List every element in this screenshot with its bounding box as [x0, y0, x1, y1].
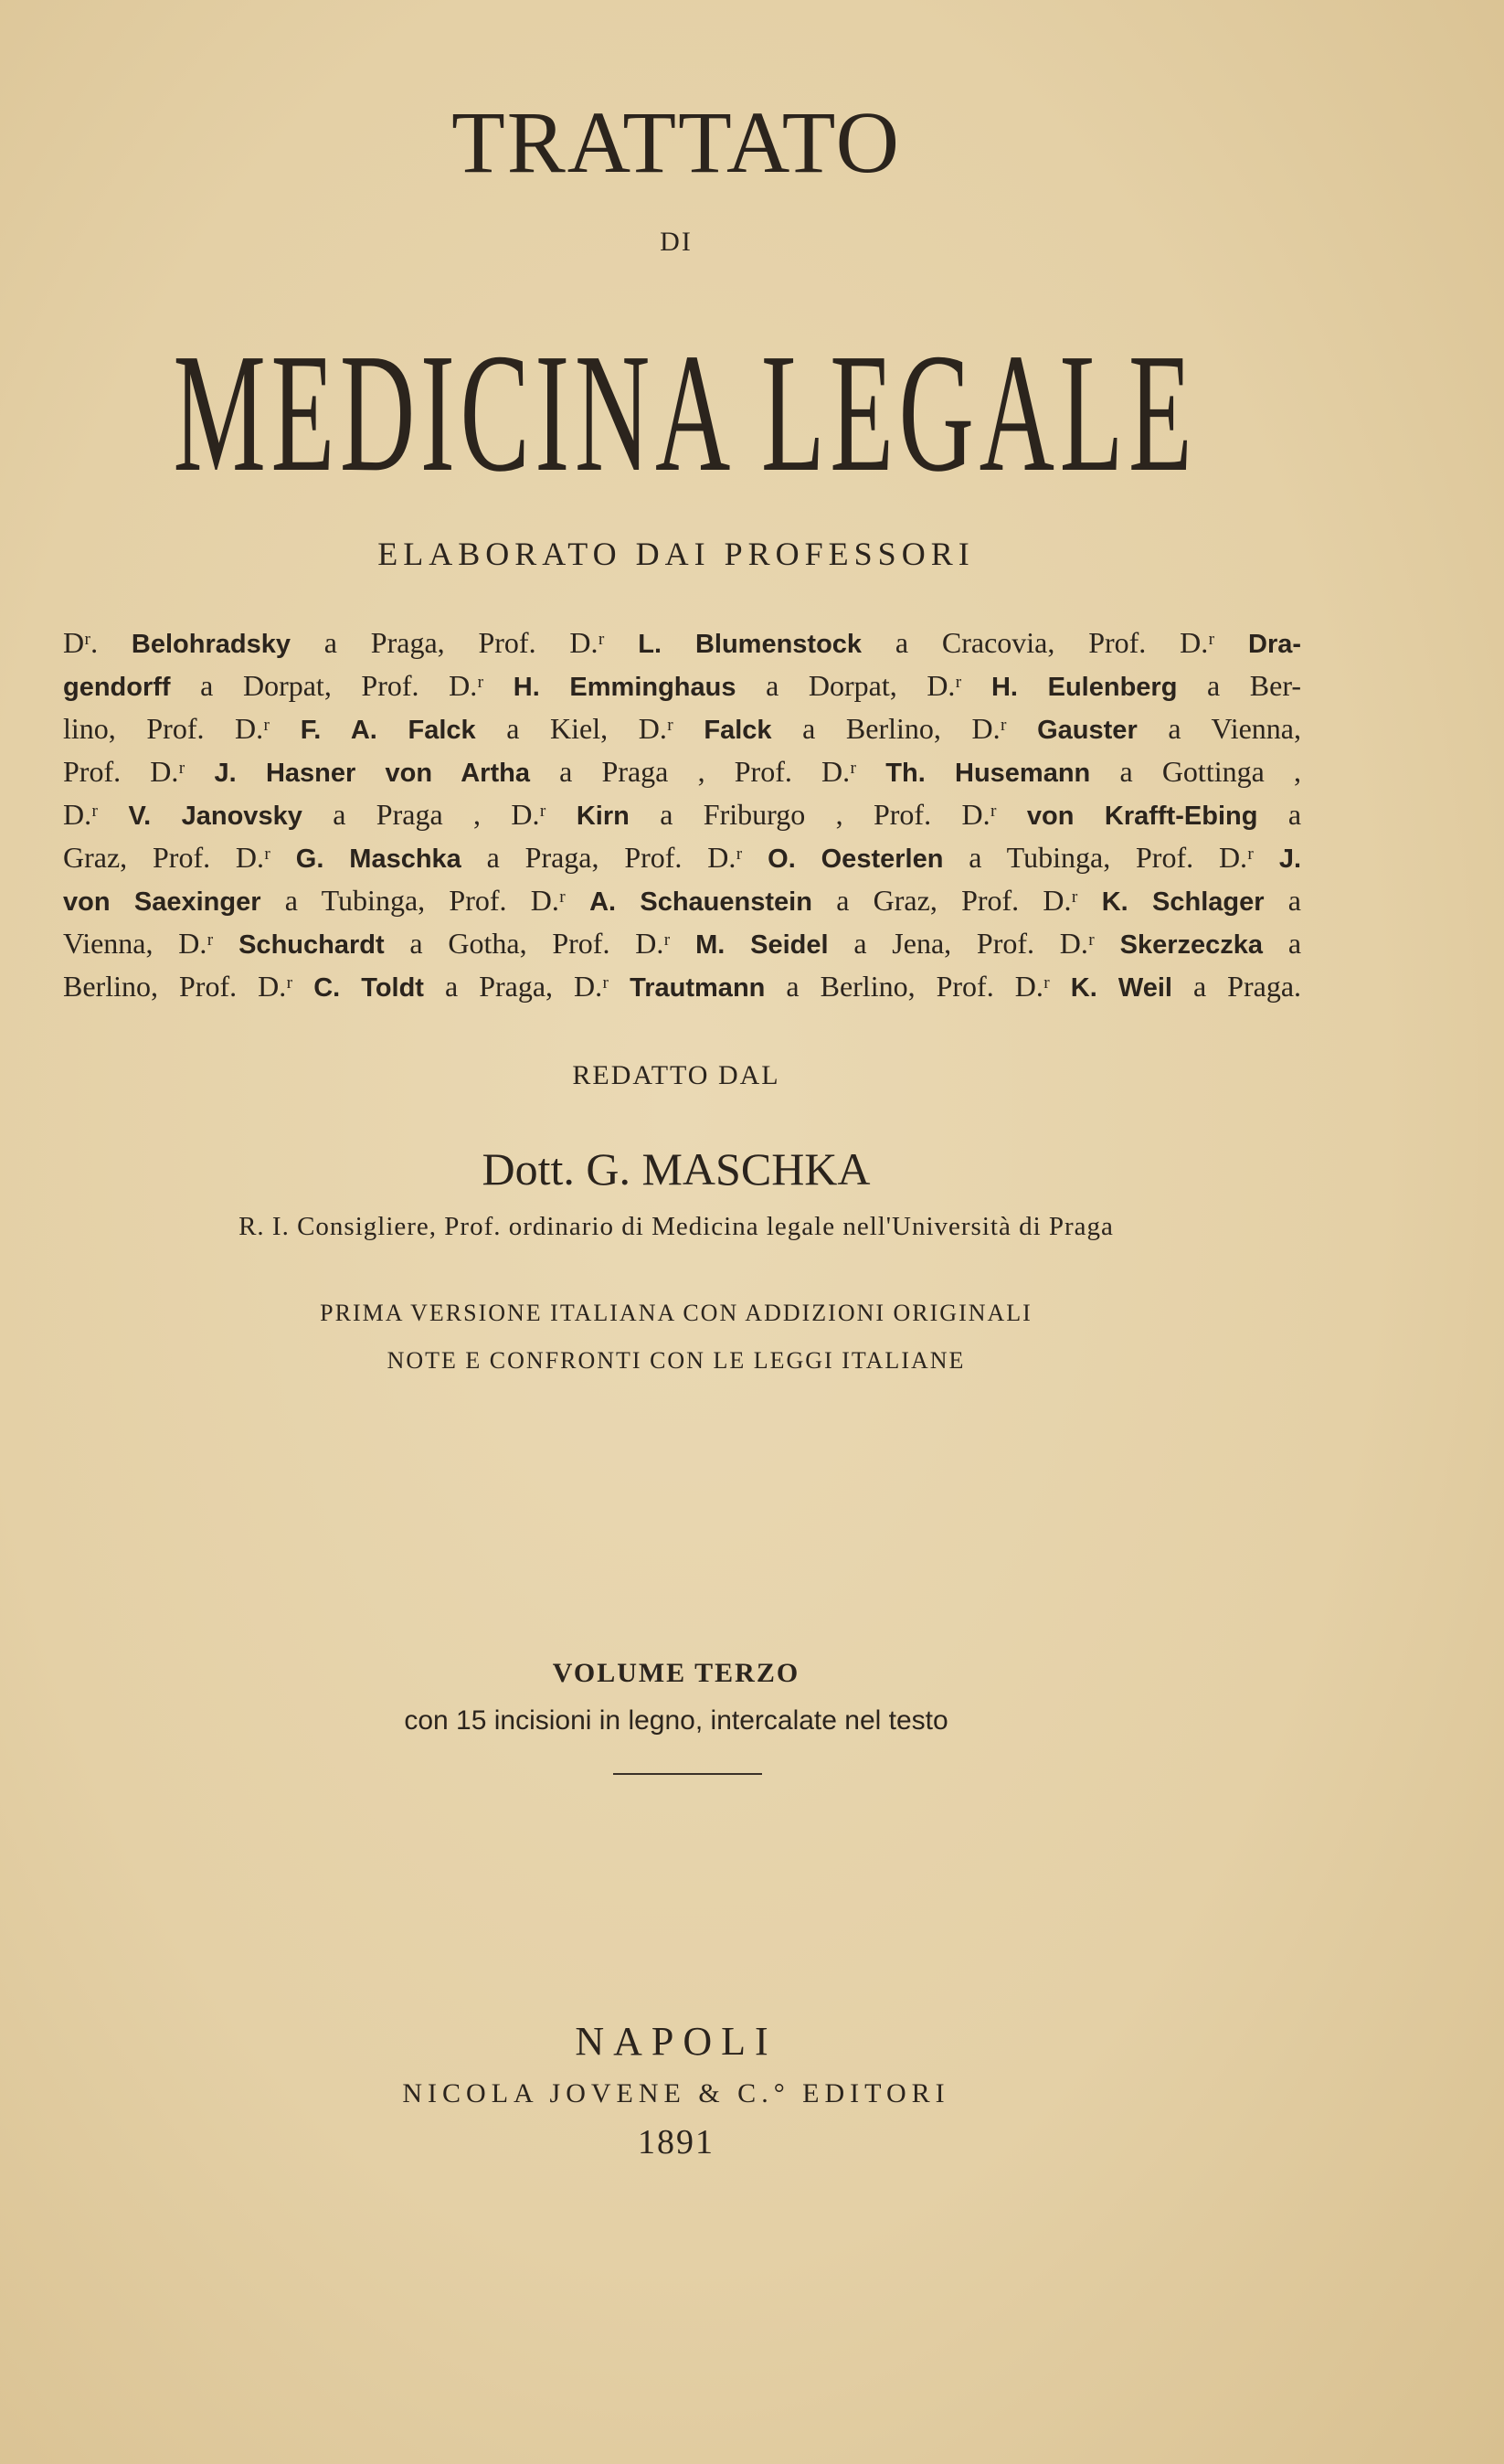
authors-line [63, 965, 1301, 1008]
authors-line [63, 793, 1301, 836]
version-line-1: PRIMA VERSIONE ITALIANA CON ADDIZIONI ORIGINALI [320, 1300, 1033, 1326]
author-text: lino, Prof. D.ʳ [63, 712, 301, 745]
authors-line [63, 664, 1301, 707]
author-name: Dra- [1248, 630, 1302, 659]
author-name: H. Eulenberg [990, 673, 1178, 702]
volume-label: VOLUME TERZO [552, 1658, 800, 1688]
author-text: Prof. D.ʳ [63, 755, 215, 788]
year: 1891 [638, 2123, 715, 2161]
author-text: a Dorpat, D.ʳ [736, 669, 991, 702]
author-name: K. Weil [1070, 973, 1172, 1003]
author-text: a Praga , D.ʳ [302, 798, 577, 831]
publisher: NICOLA JOVENE & C.° EDITORI [402, 2078, 950, 2108]
author-name: J. Hasner von Artha [214, 759, 530, 788]
author-name: Gauster [1037, 716, 1138, 745]
author-text: a Graz, Prof. D.ʳ [811, 884, 1102, 917]
author-text: a Friburgo , Prof. D.ʳ [629, 798, 1027, 831]
author-text: a Kiel, D.ʳ [475, 712, 704, 745]
author-text: a Cracovia, Prof. D.ʳ [862, 626, 1249, 659]
authors-line [63, 707, 1301, 750]
authors-line [63, 621, 1301, 664]
author-name: Th. Husemann [885, 759, 1091, 788]
version-line-2: NOTE E CONFRONTI CON LE LEGGI ITALIANE [387, 1347, 966, 1374]
author-text: a Berlino, Prof. D.ʳ [765, 970, 1071, 1003]
authors-paragraph [63, 621, 1301, 1008]
author-name: F. A. Falck [300, 716, 476, 745]
author-text: Dʳ. [63, 626, 132, 659]
author-name: K. Schlager [1101, 887, 1265, 917]
author-name: C. Toldt [313, 973, 424, 1003]
authors-line [63, 922, 1301, 965]
author-text: Graz, Prof. D.ʳ [63, 841, 296, 874]
authors-line [63, 836, 1301, 879]
author-text: a [1257, 798, 1302, 831]
author-text: Vienna, D.ʳ [63, 927, 239, 960]
author-name: O. Oesterlen [768, 844, 944, 874]
author-text: a Jena, Prof. D.ʳ [828, 927, 1120, 960]
author-name: Falck [704, 716, 772, 745]
title: TRATTATO [451, 93, 901, 191]
author-text: a [1264, 884, 1301, 917]
author-name: Schuchardt [238, 930, 385, 960]
author-name: von Krafft-Ebing [1026, 802, 1258, 831]
author-name: H. Emminghaus [513, 673, 736, 702]
author-text: a Tubinga, Prof. D.ʳ [943, 841, 1279, 874]
title-di: DI [660, 227, 693, 257]
author-text: a Dorpat, Prof. D.ʳ [170, 669, 514, 702]
author-text: a Gottinga , [1090, 755, 1301, 788]
author-text: D.ʳ [63, 798, 129, 831]
author-text: a Gotha, Prof. D.ʳ [384, 927, 696, 960]
main-title-text: MEDICINA LEGALE [173, 318, 1198, 507]
author-text: a Praga. [1171, 970, 1302, 1003]
elaborato-heading: ELABORATO DAI PROFESSORI [377, 536, 975, 572]
author-name: A. Schauenstein [589, 887, 812, 917]
author-name: gendorff [63, 673, 171, 702]
authors-line [63, 750, 1301, 793]
author-text: a [1263, 927, 1302, 960]
author-name: Trautmann [630, 973, 766, 1003]
authors-line [63, 879, 1301, 922]
author-text: a Ber- [1177, 669, 1302, 702]
author-name: J. [1278, 844, 1302, 874]
author-name: L. Blumenstock [638, 630, 863, 659]
author-text: a Tubinga, Prof. D.ʳ [260, 884, 590, 917]
author-name: Kirn [576, 802, 630, 831]
author-text: a Praga, Prof. D.ʳ [290, 626, 639, 659]
author-name: Belohradsky [131, 630, 291, 659]
author-text: a Vienna, [1137, 712, 1302, 745]
city: NAPOLI [575, 2019, 778, 2064]
author-name: V. Janovsky [128, 802, 302, 831]
redatto-label: REDATTO DAL [572, 1060, 780, 1090]
divider-rule [613, 1773, 762, 1775]
author-name: von Saexinger [63, 887, 261, 917]
author-name: M. Seidel [695, 930, 829, 960]
main-title [91, 315, 1279, 507]
author-text: a Praga, D.ʳ [423, 970, 630, 1003]
incisioni-note: con 15 incisioni in legno, intercalate nel testo [404, 1705, 948, 1736]
author-text: a Praga , Prof. D.ʳ [529, 755, 886, 788]
editor-title: R. I. Consigliere, Prof. ordinario di Medicina legale nell'Università di Praga [238, 1212, 1114, 1241]
author-text: a Berlino, D.ʳ [771, 712, 1038, 745]
author-text: a Praga, Prof. D.ʳ [461, 841, 768, 874]
author-name: Skerzeczka [1119, 930, 1264, 960]
author-name: G. Maschka [295, 844, 461, 874]
author-text: Berlino, Prof. D.ʳ [63, 970, 314, 1003]
editor-name: Dott. G. MASCHKA [482, 1143, 871, 1195]
